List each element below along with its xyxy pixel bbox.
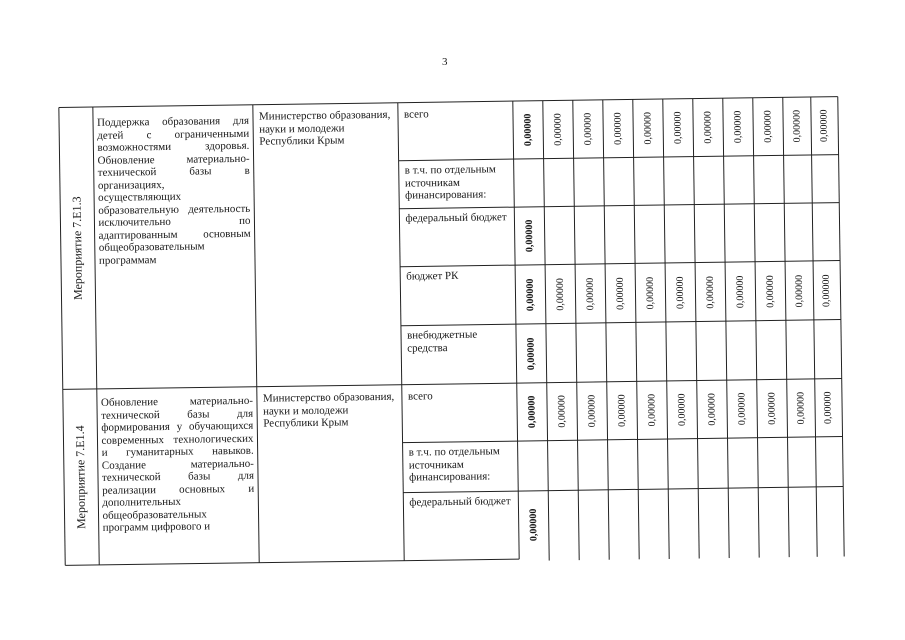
value-cell: 0,00000 (766, 392, 778, 425)
source-label: в т.ч. по отдельным источникам финансирования: (408, 445, 500, 484)
source-label: в т.ч. по отдельным источникам финансирования: (404, 163, 496, 202)
measure-organization: Министерство образования, науки и молодежи Республики Крым (262, 390, 395, 430)
financing-table (53, 95, 849, 568)
value-cell: 0,00000 (706, 393, 718, 426)
value-cell: 0,00000 (676, 393, 688, 427)
source-label: всего (407, 390, 433, 403)
value-cell: 0,00000 (586, 394, 598, 428)
value-cell: 0,00000 (526, 395, 538, 429)
value-cell: 0,00000 (791, 109, 803, 143)
value-cell: 0,00000 (674, 276, 687, 310)
source-label: бюджет РК (406, 269, 459, 283)
value-cell: 0,00000 (672, 111, 684, 145)
measure-id: Мероприятие 7.Е1.3 (69, 196, 86, 301)
value-cell: 0,00000 (616, 394, 628, 427)
value-cell: 0,00000 (820, 274, 833, 308)
value-cell: 0,00000 (524, 278, 537, 312)
source-label: федеральный бюджет (405, 211, 507, 225)
value-cell: 0,00000 (554, 278, 567, 311)
value-cell: 0,00000 (793, 274, 806, 308)
measure-description: Обновление материально-технической базы для формирования у обучающихся современных технологических и гуманитарных навыков. Создание материально-технической базы для реализации основных и дополнительных общеобразовательных программ цифрового и (100, 394, 255, 534)
value-cell: 0,00000 (612, 112, 624, 145)
value-cell: 0,00000 (734, 275, 747, 309)
source-label: всего (403, 108, 429, 121)
value-cell: 0,00000 (646, 393, 658, 427)
value-cell: 0,00000 (523, 219, 536, 253)
measure-id: Мероприятие 7.Е1.4 (72, 425, 89, 530)
value-cell: 0,00000 (642, 111, 654, 145)
value-cell: 0,00000 (584, 277, 597, 311)
value-cell: 0,00000 (795, 391, 807, 425)
value-cell: 0,00000 (527, 508, 540, 542)
page-number: 3 (442, 56, 448, 68)
value-cell: 0,00000 (762, 110, 774, 143)
value-cell: 0,00000 (704, 276, 717, 309)
value-cell: 0,00000 (822, 391, 834, 425)
value-cell: 0,00000 (552, 113, 564, 146)
value-cell: 0,00000 (818, 109, 830, 143)
value-cell: 0,00000 (556, 395, 568, 428)
value-cell: 0,00000 (522, 113, 534, 147)
source-label: внебюджетные средства (406, 328, 478, 355)
value-cell: 0,00000 (736, 392, 748, 426)
measure-organization: Министерство образования, науки и молодежи Республики Крым (258, 108, 391, 148)
value-cell: 0,00000 (764, 275, 777, 308)
value-cell: 0,00000 (525, 337, 538, 371)
value-cell: 0,00000 (644, 276, 657, 310)
value-cell: 0,00000 (614, 277, 627, 310)
value-cell: 0,00000 (702, 111, 714, 144)
value-cell: 0,00000 (732, 110, 744, 144)
source-label: федеральный бюджет (409, 495, 511, 509)
value-cell: 0,00000 (582, 112, 594, 146)
measure-description: Поддержка образования для детей с ограниченными возможностями здоровья. Обновление материально-технической базы в организациях, осуществляющих образовательную деятельность исключительно по адаптированным основным общеобразовательным программам (96, 114, 251, 267)
